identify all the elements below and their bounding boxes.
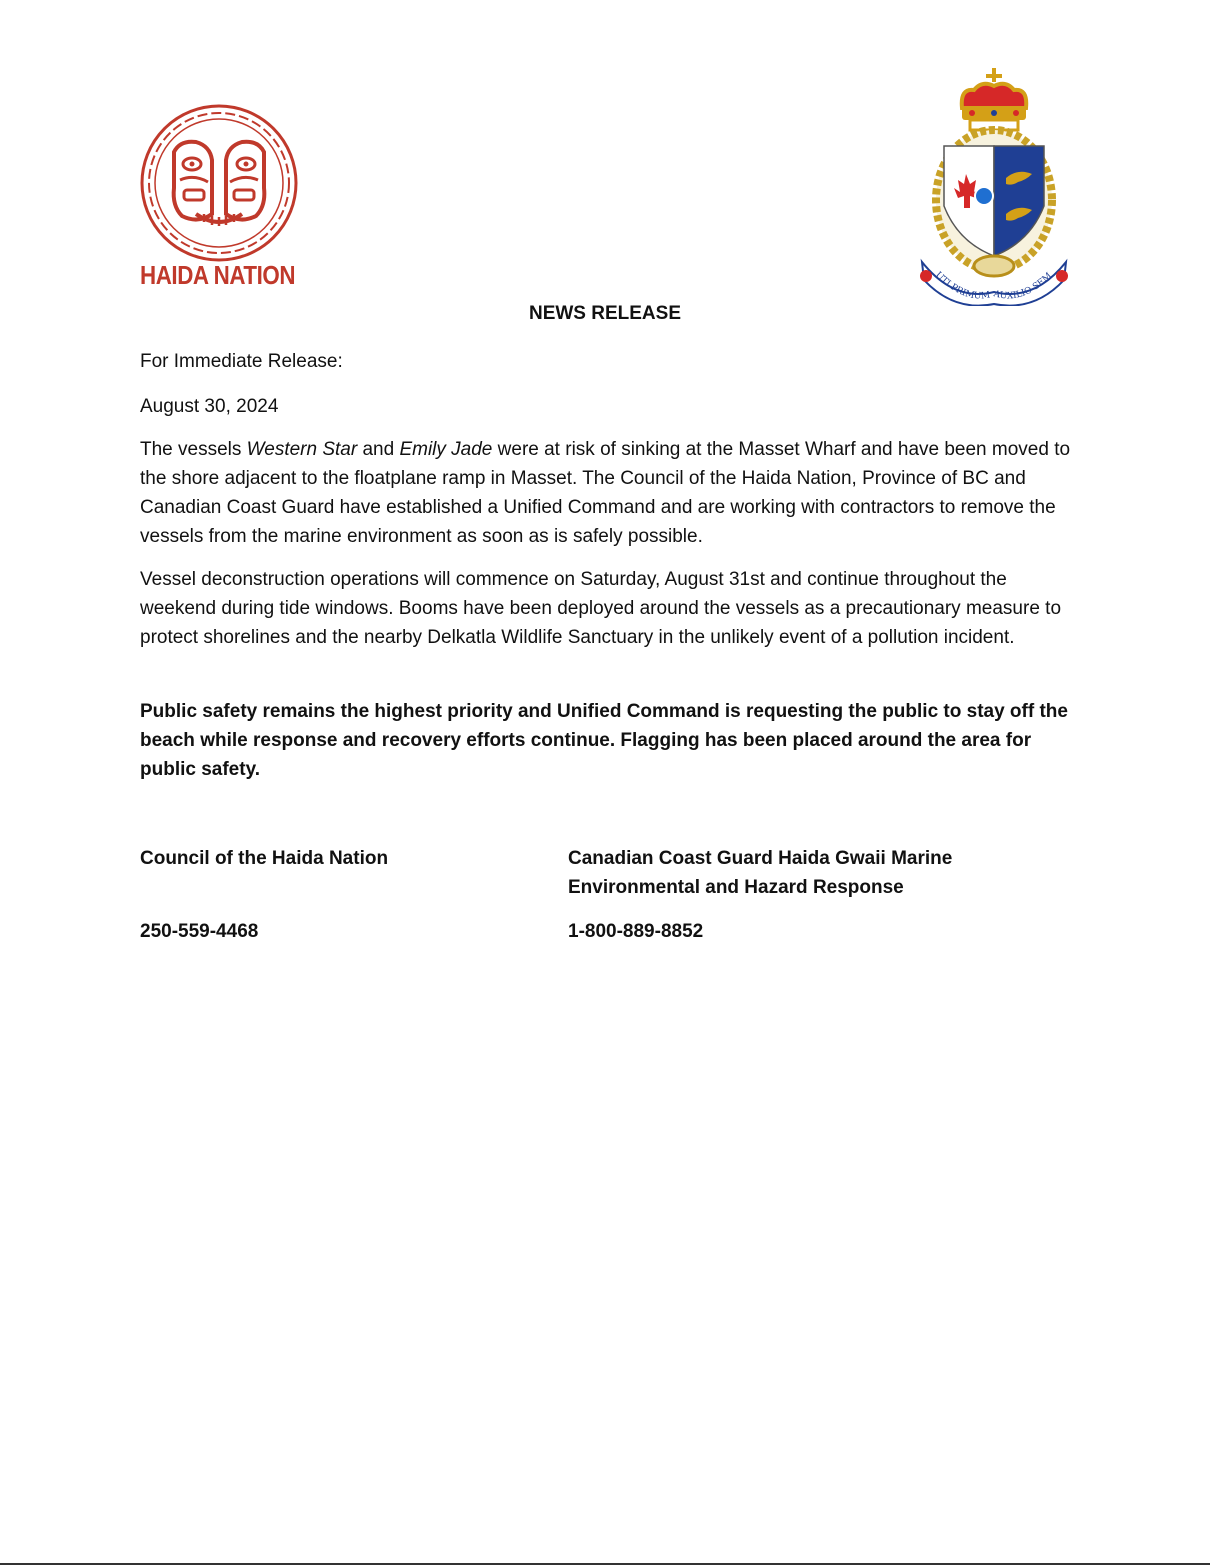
coast-guard-crest-icon [914,66,1074,306]
coast-guard-logo [914,66,1074,306]
paragraph-operations: Vessel deconstruction operations will commence on Saturday, August 31st and continue throughout the weekend during tide windows. Booms have been deployed around the vessels as a precautionary measure to protect shorelines and the nearby Delkatla Wildlife Sanctuary in the unlikely event of a pollution incident. [140,569,1062,648]
contact-haida-name: Council of the Haida Nation [140,848,389,869]
release-line: For Immediate Release: [140,351,343,372]
paragraph-1-text-b: and [357,439,400,460]
paragraph-1-text-c: were at risk of sinking at the Masset Wharf and have been moved to the shore adjacent to the floatplane ramp in Masset. The Council of the Haida Nation, Province of BC and Canadian Coast Guard have established a Unified Command and are working with contractors to remove the vessels from the marine environment as soon as is safely possible. [140,439,1071,547]
paragraph-public-safety: Public safety remains the highest priority and Unified Command is requesting the public to stay off the beach while response and recovery efforts continue. Flagging has been placed around the area for public safety. [140,701,1068,780]
vessel-name-emily-jade: Emily Jade [399,439,493,460]
haida-crest-icon [138,102,300,264]
contact-coast-guard-name: Canadian Coast Guard Haida Gwaii Marine Environmental and Hazard Response [568,848,953,898]
page-title: NEWS RELEASE [528,303,682,324]
vessel-name-western-star: Western Star [246,439,358,460]
paragraph-vessels [140,435,1075,551]
paragraph-1-text-a: The vessels [140,439,247,460]
coast-guard-motto: UTI PRIMUM AUXILIO SEM [933,270,1055,302]
contact-coast-guard-phone: 1-800-889-8852 [568,921,704,942]
release-date: August 30, 2024 [140,396,279,417]
page-bottom-rule [0,1563,1210,1565]
haida-nation-wordmark: HAIDA NATION [140,260,296,290]
contact-haida-phone: 250-559-4468 [140,921,259,942]
